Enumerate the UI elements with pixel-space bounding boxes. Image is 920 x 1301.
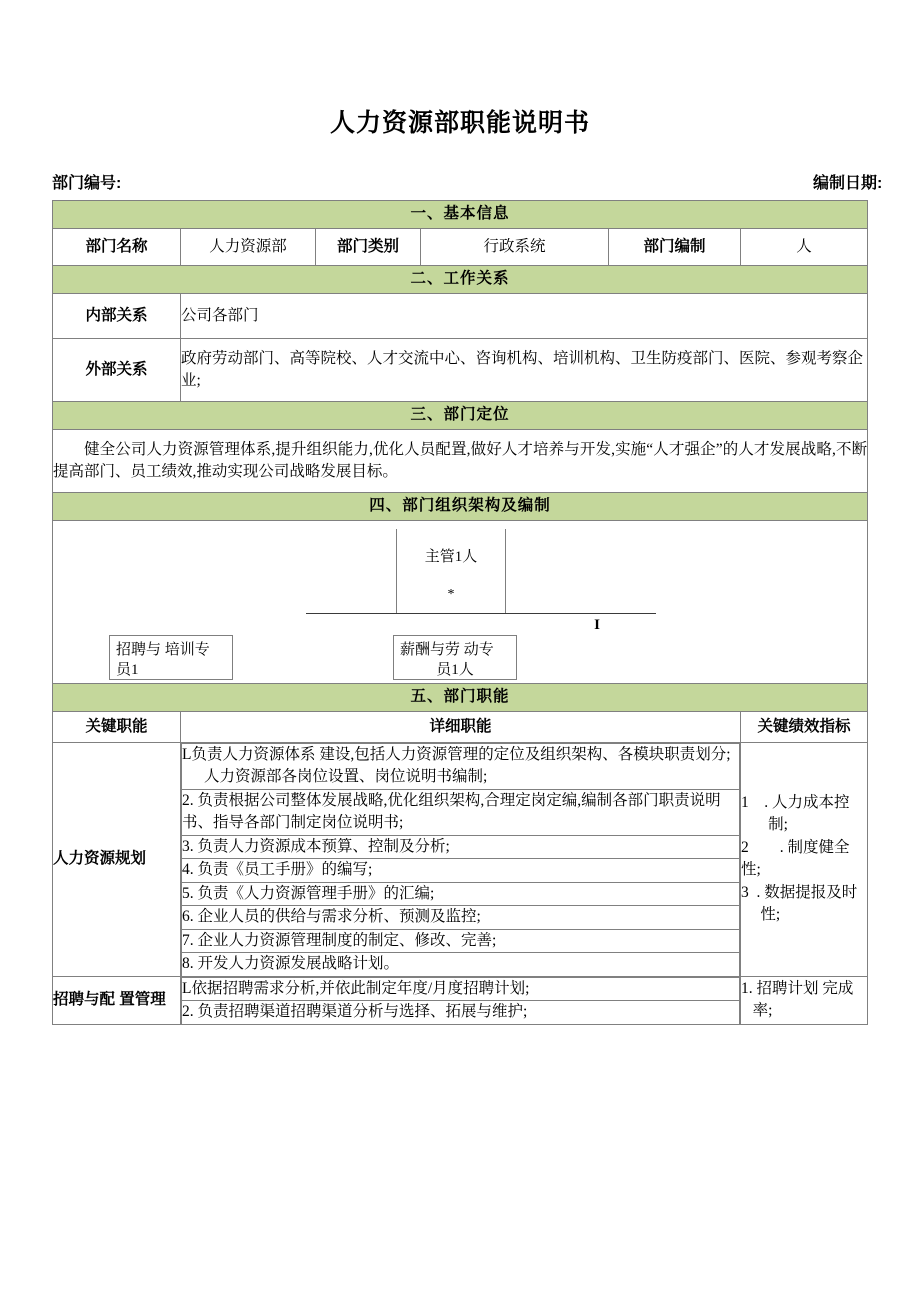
- org-chart-cell: [53, 521, 868, 684]
- detail-item-5: 5. 负责《人力资源管理手册》的汇编;: [182, 882, 740, 905]
- org-node-recruit-training: [109, 635, 233, 680]
- kpi-line: 3 . 数据提报及时: [741, 883, 858, 901]
- kpi-line: 性;: [741, 906, 781, 924]
- detail-item-7: 7. 企业人力资源管理制度的制定、修改、完善;: [182, 929, 740, 952]
- basic-info-row: [53, 229, 868, 266]
- dept-positioning-body: 健全公司人力资源管理体系,提升组织能力,优化人员配置,做好人才培养与开发,实施“人才强企”的人才发展战略,不断提高部门、员工绩效,推动实现公司战略发展目标。: [53, 430, 868, 493]
- document-meta-row: [52, 170, 883, 194]
- kpi-cell: [741, 743, 868, 977]
- key-function-label: 人力资源规划: [53, 743, 181, 977]
- section4-heading: 四、部门组织架构及编制: [53, 493, 868, 521]
- detail-function-cell: [181, 743, 741, 977]
- dept-name-value: 人力资源部: [181, 229, 316, 266]
- dept-type-value: 行政系统: [421, 229, 609, 266]
- detail-item-2: 2. 负责根据公司整体发展战略,优化组织架构,合理定岗定编,编制各部门职责说明书、指导各部门制定岗位说明书;: [182, 789, 740, 835]
- dept-size-label: 部门编制: [609, 229, 741, 266]
- org-connector-mark: I: [594, 617, 600, 633]
- detail-item-1: L负责人力资源体系 建设,包括人力资源管理的定位及组织架构、各模块职责划分;人力资源部各岗位设置、岗位说明书编制;: [182, 744, 740, 790]
- detail-item-1: L依据招聘需求分析,并依此制定年度/月度招聘计划;: [182, 977, 740, 1000]
- kpi-line: 1. 招聘计划 完成: [741, 979, 854, 997]
- org-node-supervisor-label: 主管1人: [424, 549, 478, 565]
- org-node-recruit-training-line2: 员1: [116, 662, 139, 679]
- org-chart: [53, 521, 867, 683]
- org-connector-line: [306, 613, 656, 614]
- list-item: [182, 906, 740, 929]
- org-node-supervisor-mark: *: [447, 587, 455, 602]
- detail-function-cell: [181, 976, 741, 1024]
- internal-relations-label: 内部关系: [53, 294, 181, 339]
- org-node-recruit-training-line1: 招聘与 培训专: [116, 642, 210, 658]
- list-item: [182, 977, 740, 1000]
- section4-orgchart-row: [53, 521, 868, 684]
- kpi-line: 率;: [741, 1002, 773, 1020]
- kpi-line: 2 . 制度健全: [741, 838, 850, 856]
- section4-heading-row: [53, 493, 868, 521]
- detail-function-list: [181, 743, 740, 976]
- external-relations-row: [53, 339, 868, 402]
- prepared-date-label: 编制日期:: [813, 175, 883, 192]
- list-item: [182, 835, 740, 858]
- org-node-compensation-labor-line1: 薪酬与劳 动专: [400, 642, 494, 658]
- org-node-supervisor: [396, 529, 506, 614]
- external-relations-value: 政府劳动部门、高等院校、人才交流中心、咨询机构、培训机构、卫生防疫部门、医院、参观考察企业;: [181, 339, 868, 402]
- org-node-compensation-labor-line2: 员1人: [436, 662, 474, 679]
- kpi-line: 制;: [741, 816, 788, 834]
- list-item: [182, 789, 740, 835]
- list-item: [182, 1001, 740, 1024]
- section3-heading: 三、部门定位: [53, 402, 868, 430]
- detail-item-3: 3. 负责人力资源成本预算、控制及分析;: [182, 835, 740, 858]
- internal-relations-value: 公司各部门: [181, 294, 868, 339]
- detail-function-list: [181, 977, 740, 1024]
- dept-type-label: 部门类别: [316, 229, 421, 266]
- dept-size-value: 人: [741, 229, 868, 266]
- section5-heading-row: [53, 684, 868, 712]
- col-header-detail-function: 详细职能: [181, 712, 741, 743]
- key-function-label: 招聘与配 置管理: [53, 976, 181, 1024]
- detail-item-2: 2. 负责招聘渠道招聘渠道分析与选择、拓展与维护;: [182, 1001, 740, 1024]
- detail-item-4: 4. 负责《员工手册》的编写;: [182, 859, 740, 882]
- section1-heading: 一、基本信息: [53, 201, 868, 229]
- org-node-compensation-labor: [393, 635, 517, 680]
- list-item: [182, 882, 740, 905]
- list-item: [182, 929, 740, 952]
- section2-heading: 二、工作关系: [53, 266, 868, 294]
- section3-heading-row: [53, 402, 868, 430]
- kpi-line: 1 . 人力成本控: [741, 793, 850, 811]
- function-row: [53, 743, 868, 977]
- detail-item-6: 6. 企业人员的供给与需求分析、预测及监控;: [182, 906, 740, 929]
- section5-heading: 五、部门职能: [53, 684, 868, 712]
- external-relations-label: 外部关系: [53, 339, 181, 402]
- list-item: [182, 859, 740, 882]
- list-item: [182, 953, 740, 976]
- function-row: [53, 976, 868, 1024]
- functions-header-row: [53, 712, 868, 743]
- kpi-cell: [741, 976, 868, 1024]
- detail-item-8: 8. 开发人力资源发展战略计划。: [182, 953, 740, 976]
- section2-heading-row: [53, 266, 868, 294]
- dept-name-label: 部门名称: [53, 229, 181, 266]
- dept-number-label: 部门编号:: [52, 175, 122, 192]
- page-title: 人力资源部职能说明书: [329, 109, 590, 137]
- function-spec-table: [52, 200, 868, 1025]
- col-header-key-function: 关键职能: [53, 712, 181, 743]
- kpi-line: 性;: [741, 861, 761, 879]
- col-header-kpi: 关键绩效指标: [741, 712, 868, 743]
- section3-body-row: [53, 430, 868, 493]
- list-item: [182, 744, 740, 790]
- internal-relations-row: [53, 294, 868, 339]
- section1-heading-row: [53, 201, 868, 229]
